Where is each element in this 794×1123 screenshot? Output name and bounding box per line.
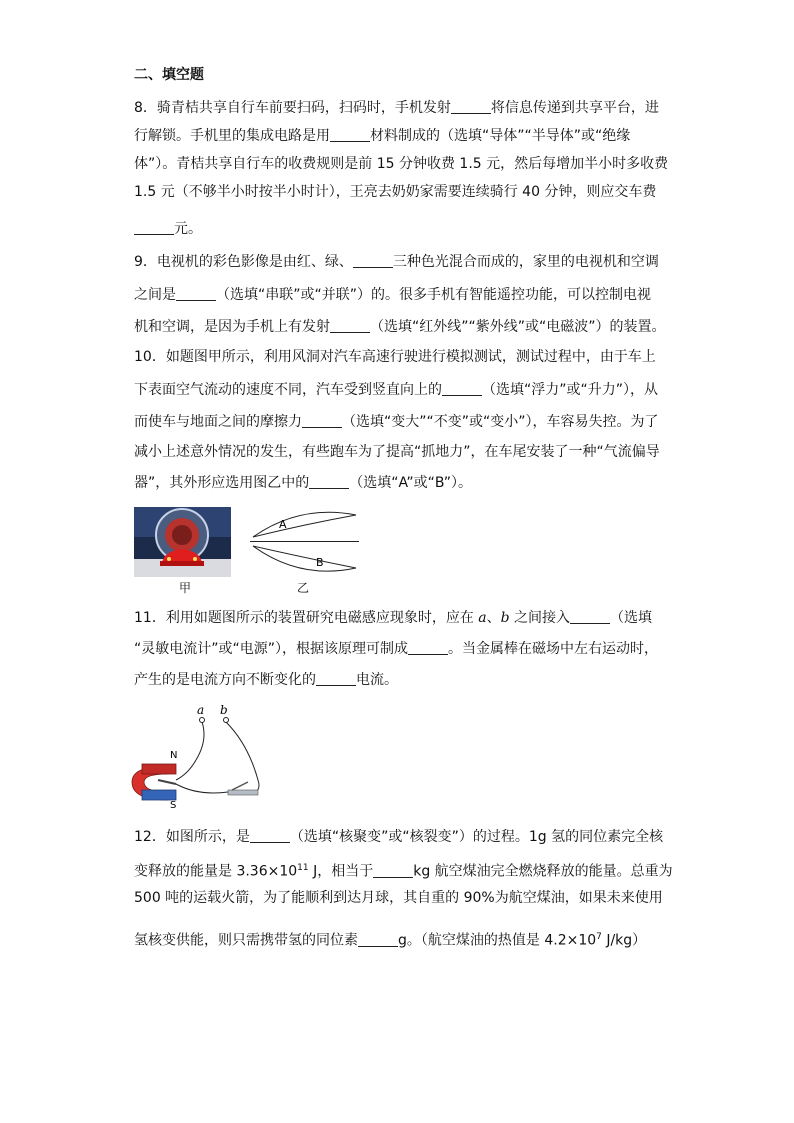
q8-text: 将信息传递到共享平台，进	[490, 100, 659, 116]
airfoil-label-b: B	[316, 556, 324, 569]
q12-text: J，相当于	[308, 863, 374, 880]
q12-line-3: 500 吨的运载火箭，为了能顺利到达月球，其自重的 90%为航空煤油，如果未来使用	[134, 890, 663, 906]
q8-line-4: 1.5 元（不够半小时按半小时计），王亮去奶奶家需要连续骑行 40 分钟，则应交车费	[134, 184, 657, 200]
q12-blank-2[interactable]	[373, 863, 413, 878]
q10-blank-1[interactable]	[442, 381, 482, 396]
q8-blank-2[interactable]	[330, 127, 370, 142]
airfoil-shape-a	[253, 512, 356, 537]
q12-text: kg 航空煤油完全燃烧释放的能量。总重为	[413, 863, 673, 880]
q10-blank-3[interactable]	[309, 474, 349, 489]
q12-line-1	[134, 828, 663, 846]
q9-line-1	[134, 253, 659, 271]
q8-line-2	[134, 127, 630, 145]
q12-text: 氢核变供能，则只需携带氢的同位素	[134, 932, 358, 949]
q11-text: （选填	[610, 610, 653, 626]
q9-blank-2[interactable]	[176, 286, 216, 301]
wind-tunnel-photo	[134, 507, 231, 577]
q12-text: （选填“核聚变”或“核裂变”）的过程。1g 氢的同位素完全核	[289, 829, 664, 845]
figure-label-jia: 甲	[179, 581, 192, 595]
terminal-a-label: a	[197, 703, 205, 717]
q10-blank-2[interactable]	[302, 413, 342, 428]
q12-text: 12．如图所示，是	[134, 829, 250, 845]
q10-text: 而使车与地面之间的摩擦力	[134, 414, 302, 430]
airfoil-label-a: A	[279, 518, 287, 531]
q12-exponent: 11	[297, 863, 309, 873]
q8-text: 行解锁。手机里的集成电路是用	[134, 128, 330, 144]
q12-text: g。（航空煤油的热值是 4.2×10	[398, 932, 597, 949]
q11-text: 之间接入	[509, 610, 571, 626]
q11-text: 。当金属棒在磁场中左右运动时，	[448, 641, 659, 657]
q10-line-5	[134, 474, 472, 492]
q12-line-4	[134, 928, 646, 950]
q8-line-3: 体”）。青桔共享自行车的收费规则是前 15 分钟收费 1.5 元，然后每增加半小时多收费	[134, 156, 669, 172]
q12-exponent: 7	[596, 932, 602, 942]
q11-text: “灵敏电流计”或“电源”），根据该原理可制成	[134, 641, 409, 657]
q11-var-b: b	[500, 610, 510, 626]
q10-text: 器”，其外形应选用图乙中的	[134, 475, 310, 491]
q8-blank-3[interactable]	[134, 220, 174, 235]
terminal-b	[224, 718, 229, 723]
q10-text: （选填“浮力”或“升力”），从	[482, 382, 659, 398]
q9-text: 9．电视机的彩色影像是由红、绿、	[134, 254, 353, 270]
airfoil-shapes-diagram	[250, 510, 360, 576]
q9-blank-1[interactable]	[353, 253, 393, 268]
pole-s-label: S	[170, 800, 177, 811]
pole-n-label: N	[170, 750, 178, 761]
q12-blank-3[interactable]	[358, 932, 398, 947]
q11-line-3	[134, 671, 398, 689]
q9-text: 三种色光混合而成的，家里的电视机和空调	[392, 254, 659, 270]
q10-text: （选填“A”或“B”）。	[349, 475, 472, 491]
q10-line-1: 10．如题图甲所示，利用风洞对汽车高速行驶进行模拟测试，测试过程中，由于车上	[134, 349, 656, 365]
q8-text: 元。	[174, 221, 202, 237]
q11-line-1	[134, 609, 652, 627]
section-title: 二、填空题	[134, 67, 204, 83]
q11-text: 11．利用如题图所示的装置研究电磁感应现象时，应在	[134, 610, 479, 626]
q8-line-1	[134, 99, 659, 117]
q8-blank-1[interactable]	[451, 99, 491, 114]
q12-line-2	[134, 859, 673, 881]
q9-text: 之间是	[134, 287, 176, 303]
q8-text: 8．骑青桔共享自行车前要扫码，扫码时，手机发射	[134, 100, 451, 116]
q11-text: 产生的是电流方向不断变化的	[134, 672, 316, 688]
q10-line-2	[134, 381, 658, 399]
q11-blank-1[interactable]	[570, 609, 610, 624]
q12-text: J/kg）	[601, 932, 647, 949]
q9-text: （选填“串联”或“并联”）的。很多手机有智能遥控功能，可以控制电视	[216, 287, 652, 303]
q10-text: 下表面空气流动的速度不同，汽车受到竖直向上的	[134, 382, 442, 398]
q12-blank-1[interactable]	[250, 828, 290, 843]
q11-var-a: a	[478, 610, 487, 626]
q8-line-5	[134, 220, 202, 238]
q11-text: 、	[486, 610, 501, 626]
q9-text: （选填“红外线”“紫外线”或“电磁波”）的装置。	[370, 319, 666, 335]
q9-line-3	[134, 318, 666, 336]
q12-text: 变释放的能量是 3.36×10	[134, 863, 298, 880]
q9-line-2	[134, 286, 651, 304]
q11-line-2	[134, 640, 658, 658]
q11-blank-2[interactable]	[408, 640, 448, 655]
terminal-b-label: b	[220, 703, 228, 717]
induction-apparatus-diagram	[128, 700, 273, 812]
q9-blank-3[interactable]	[330, 318, 370, 333]
q10-line-4: 减小上述意外情况的发生，有些跑车为了提高“抓地力”，在车尾安装了一种“气流偏导	[134, 444, 660, 460]
q10-line-3	[134, 413, 659, 431]
q8-text: 材料制成的（选填“导体”“半导体”或“绝缘	[370, 128, 631, 144]
q10-text: （选填“变大”“不变”或“变小”），车容易失控。为了	[342, 414, 659, 430]
terminal-a	[200, 718, 205, 723]
q11-text: 电流。	[356, 672, 398, 688]
figure-label-yi: 乙	[297, 581, 310, 595]
airfoil-shape-b	[253, 546, 356, 571]
q11-blank-3[interactable]	[316, 671, 356, 686]
q9-text: 机和空调，是因为手机上有发射	[134, 319, 330, 335]
